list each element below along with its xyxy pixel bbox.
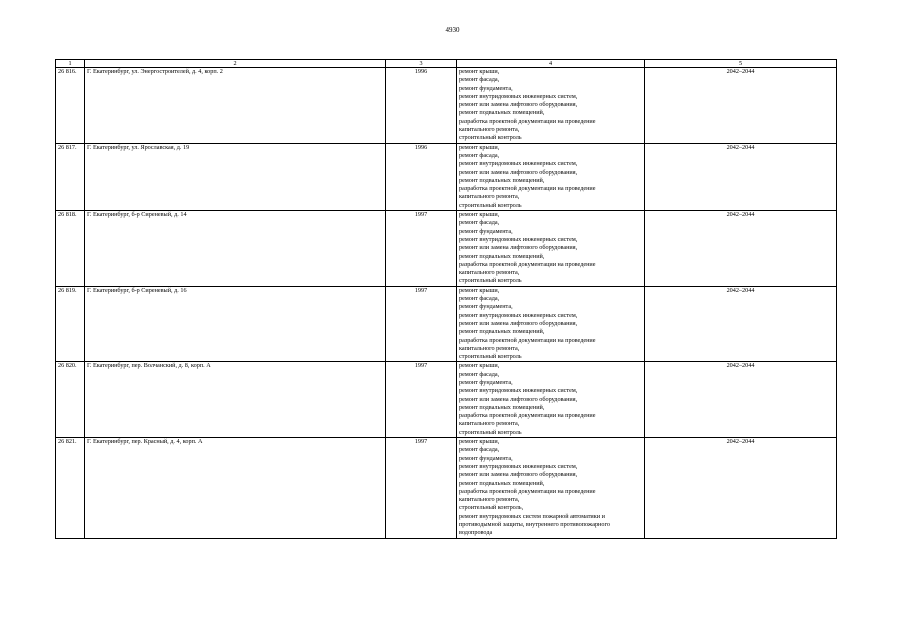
period-cell: 2042–2044 (645, 362, 837, 438)
work-item: капитального ремонта, (459, 344, 520, 352)
work-item: ремонт внутридомовых инженерных систем, (459, 235, 578, 243)
capital-repair-table (55, 59, 837, 539)
period-cell: 2042–2044 (645, 143, 837, 210)
work-item: капитального ремонта, (459, 496, 520, 504)
work-item: ремонт внутридомовых инженерных систем, (459, 92, 578, 100)
row-number-cell: 26 820. (56, 362, 85, 438)
works-cell (457, 438, 645, 539)
column-header-1: 1 (56, 60, 85, 68)
row-number-cell: 26 816. (56, 68, 85, 144)
row-number-cell: 26 818. (56, 211, 85, 287)
work-item: ремонт фундамента, (459, 227, 513, 235)
work-item: ремонт крыши, (459, 143, 500, 151)
work-item: ремонт фундамента, (459, 454, 513, 462)
work-item: противодымной защиты, внутреннего противопожарного (459, 521, 610, 529)
period-cell: 2042–2044 (645, 286, 837, 362)
work-item: ремонт крыши, (459, 211, 500, 219)
work-item: ремонт внутридомовых инженерных систем, (459, 387, 578, 395)
row-number-cell: 26 819. (56, 286, 85, 362)
address-cell: Г. Екатеринбург, б-р Сиреневый, д. 16 (85, 286, 386, 362)
work-item: ремонт подвальных помещений, (459, 252, 545, 260)
work-item: строительный контроль (459, 201, 522, 209)
work-item: водопровода (459, 529, 493, 537)
work-item: ремонт фасада, (459, 370, 500, 378)
works-cell (457, 362, 645, 438)
period-cell: 2042–2044 (645, 211, 837, 287)
table-header-row (56, 60, 837, 68)
row-number-cell: 26 821. (56, 438, 85, 539)
works-cell (457, 211, 645, 287)
table-row (56, 286, 837, 362)
work-item: ремонт крыши, (459, 286, 500, 294)
page-number: 4930 (445, 26, 460, 34)
work-item: ремонт или замена лифтового оборудования, (459, 168, 578, 176)
work-item: строительный контроль (459, 134, 522, 142)
work-item: строительный контроль (459, 277, 522, 285)
work-item: разработка проектной документации на проведение (459, 260, 596, 268)
address-cell: Г. Екатеринбург, б-р Сиреневый, д. 14 (85, 211, 386, 287)
column-header-2: 2 (85, 60, 386, 68)
year-cell: 1997 (386, 211, 457, 287)
table-row (56, 362, 837, 438)
column-header-4: 4 (457, 60, 645, 68)
works-cell (457, 143, 645, 210)
work-item: капитального ремонта, (459, 420, 520, 428)
address-cell: Г. Екатеринбург, пер. Красный, д. 4, корп. А (85, 438, 386, 539)
works-cell (457, 68, 645, 144)
period-cell: 2042–2044 (645, 438, 837, 539)
work-item: ремонт фундамента, (459, 303, 513, 311)
column-header-3: 3 (386, 60, 457, 68)
work-item: ремонт или замена лифтового оборудования, (459, 101, 578, 109)
address-cell: Г. Екатеринбург, пер. Волчанский, д. 8, корп. А (85, 362, 386, 438)
year-cell: 1997 (386, 438, 457, 539)
table-row (56, 68, 837, 144)
period-cell: 2042–2044 (645, 68, 837, 144)
work-item: ремонт крыши, (459, 362, 500, 370)
work-item: ремонт крыши, (459, 68, 500, 75)
work-item: ремонт подвальных помещений, (459, 109, 545, 117)
table-row (56, 143, 837, 210)
work-item: ремонт фасада, (459, 151, 500, 159)
year-cell: 1996 (386, 143, 457, 210)
address-cell: Г. Екатеринбург, ул. Энергостроителей, д. 4, корп. 2 (85, 68, 386, 144)
work-item: строительный контроль (459, 428, 522, 436)
work-item: ремонт фасада, (459, 76, 500, 84)
work-item: ремонт подвальных помещений, (459, 328, 545, 336)
work-item: разработка проектной документации на проведение (459, 336, 596, 344)
work-item: капитального ремонта, (459, 126, 520, 134)
work-item: ремонт внутридомовых систем пожарной автоматики и (459, 512, 605, 520)
work-item: строительный контроль (459, 353, 522, 361)
work-item: ремонт фасада, (459, 295, 500, 303)
work-item: разработка проектной документации на проведение (459, 487, 596, 495)
work-item: ремонт подвальных помещений, (459, 479, 545, 487)
work-item: разработка проектной документации на проведение (459, 117, 596, 125)
work-item: ремонт фасада, (459, 219, 500, 227)
table-body (56, 68, 837, 539)
work-item: ремонт или замена лифтового оборудования, (459, 395, 578, 403)
work-item: ремонт фундамента, (459, 378, 513, 386)
year-cell: 1996 (386, 68, 457, 144)
work-item: капитального ремонта, (459, 269, 520, 277)
work-item: строительный контроль, (459, 504, 524, 512)
work-item: ремонт внутридомовых инженерных систем, (459, 160, 578, 168)
work-item: ремонт фасада, (459, 446, 500, 454)
work-item: ремонт подвальных помещений, (459, 403, 545, 411)
work-item: ремонт или замена лифтового оборудования, (459, 471, 578, 479)
table-row (56, 211, 837, 287)
column-header-5: 5 (645, 60, 837, 68)
work-item: разработка проектной документации на проведение (459, 185, 596, 193)
year-cell: 1997 (386, 362, 457, 438)
work-item: ремонт внутридомовых инженерных систем, (459, 462, 578, 470)
row-number-cell: 26 817. (56, 143, 85, 210)
address-cell: Г. Екатеринбург, ул. Ярославская, д. 19 (85, 143, 386, 210)
work-item: капитального ремонта, (459, 193, 520, 201)
work-item: ремонт крыши, (459, 438, 500, 446)
work-item: разработка проектной документации на проведение (459, 412, 596, 420)
work-item: ремонт или замена лифтового оборудования, (459, 244, 578, 252)
works-cell (457, 286, 645, 362)
work-item: ремонт фундамента, (459, 84, 513, 92)
table-row (56, 438, 837, 539)
work-item: ремонт или замена лифтового оборудования, (459, 319, 578, 327)
work-item: ремонт подвальных помещений, (459, 176, 545, 184)
work-item: ремонт внутридомовых инженерных систем, (459, 311, 578, 319)
year-cell: 1997 (386, 286, 457, 362)
